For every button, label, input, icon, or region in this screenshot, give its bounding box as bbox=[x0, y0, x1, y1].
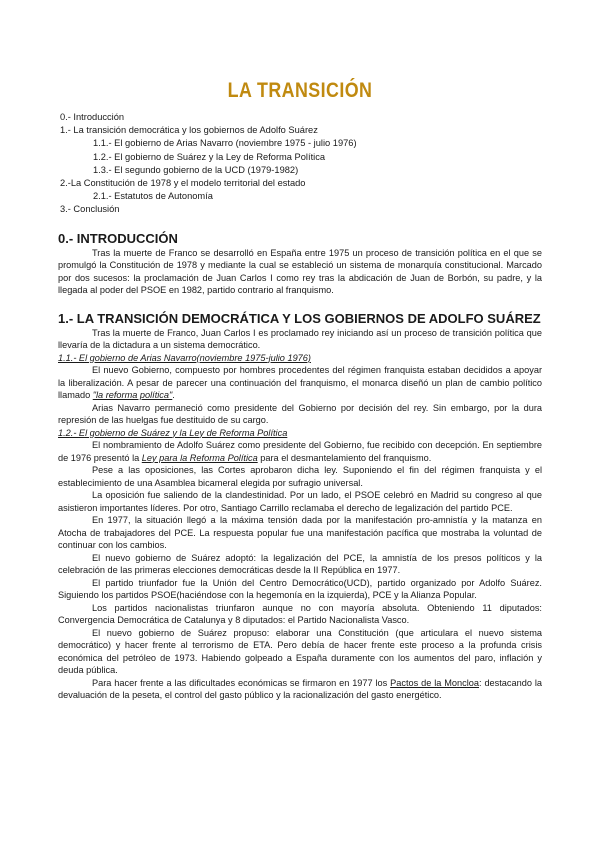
emphasis-link: Ley para la Reforma Política bbox=[141, 452, 258, 463]
section-heading-transition: 1.- LA TRANSICIÓN DEMOCRÁTICA Y LOS GOBIERNOS DE ADOLFO SUÁREZ bbox=[58, 310, 541, 326]
paragraph: El partido triunfador fue la Unión del Centro Democrático(UCD), partido organizado por Adolfo Suárez. Siguiendo los partidos PSOE(haciéndose con la hegemonía en la izquierda), PCE y la Alianza Popular. bbox=[58, 577, 542, 601]
text: Para hacer frente a las dificultades económicas se firmaron en 1977 los bbox=[92, 677, 391, 688]
text: : destacando la devaluación de la peseta, el control del gasto público y la racionalización del gasto energético. bbox=[58, 677, 542, 701]
subsection-heading: 1.2.- El gobierno de Suárez y la Ley de Reforma Política bbox=[58, 427, 288, 438]
toc-item: 0.- Introducción bbox=[60, 112, 125, 122]
text: . bbox=[172, 390, 175, 401]
paragraph: Tras la muerte de Franco se desarrolló en España entre 1975 un proceso de transición política en el que se promulgó la Constitución de 1978 y mediante la cual se estableció un sistema de monarquía constitucional. Marcado por dos sucesos: la proclamación de Juan Carlos I como rey tras la abdicación de Juan de Borbón, su padre, y la llegada al poder del PSOE en 1982, partido contrario al franquismo. bbox=[58, 247, 542, 296]
paragraph: El nuevo gobierno de Suárez adoptó: la legalización del PCE, la amnistía de los presos políticos y la celebración de las primeras elecciones democráticas desde la II República en 1977. bbox=[58, 552, 542, 576]
emphasis-link: "la reforma política" bbox=[92, 390, 173, 401]
toc-item: 1.- La transición democrática y los gobiernos de Adolfo Suárez bbox=[60, 125, 318, 136]
paragraph: Pese a las oposiciones, las Cortes aprobaron dicha ley. Suponiendo el fin del régimen franquista y el establecimiento de una Asamblea bicameral elegida por sufragio universal. bbox=[58, 465, 542, 488]
paragraph: Tras la muerte de Franco, Juan Carlos I es proclamado rey iniciando así un proceso de transición política que llevaría de la dictadura a un sistema democrático. bbox=[58, 327, 542, 351]
text: El nuevo Gobierno, compuesto por hombres procedentes del régimen franquista estaban decididos a apoyar la liberalización. A pesar de parecer una continuación del franquismo, el monarca diseñó un plan de cambio político llamado bbox=[58, 365, 542, 401]
paragraph: En 1977, la situación llegó a la máxima tensión dada por la manifestación pro-amnistía y la matanza en Atocha de trabajadores del PCE. La respuesta popular fue una manifestación pacífica que mostraba la voluntad de continuar con los cambios. bbox=[58, 515, 542, 551]
paragraph bbox=[58, 439, 542, 464]
text: El nombramiento de Adolfo Suárez como presidente del Gobierno, fue recibido con decepción. En septiembre de 1976 presentó la bbox=[58, 440, 542, 463]
paragraph: El nuevo gobierno de Suárez propuso: elaborar una Constitución (que articulara el nuevo sistema democrático) y hacer frente al terrorismo de ETA. Pero debía de hacer frente este proceso a la profunda crisis económica del petróleo de 1973. Habiendo golpeado a España duramente con los aumentos del paro, inflación y deuda pública. bbox=[58, 627, 542, 676]
toc-item: 1.3.- El segundo gobierno de la UCD (1979-1982) bbox=[93, 164, 299, 175]
paragraph: La oposición fue saliendo de la clandestinidad. Por un lado, el PSOE celebró en Madrid su congreso al que asistieron importantes líderes. Por otro, Santiago Carrillo reclamaba el derecho de legalización del partido PCE. bbox=[58, 490, 542, 513]
paragraph bbox=[58, 364, 542, 402]
toc-item: 2.-La Constitución de 1978 y el modelo territorial del estado bbox=[60, 178, 306, 189]
toc-item: 3.- Conclusión bbox=[60, 204, 120, 215]
toc-item: 2.1.- Estatutos de Autonomía bbox=[93, 191, 213, 202]
text: para el desmantelamiento del franquismo. bbox=[257, 452, 432, 463]
document-page bbox=[58, 0, 542, 702]
table-of-contents bbox=[58, 111, 542, 217]
toc-item: 1.2.- El gobierno de Suárez y la Ley de Reforma Política bbox=[93, 151, 326, 162]
paragraph: Arias Navarro permaneció como presidente del Gobierno por decisión del rey. Sin embargo, por la dura represión de las huelgas fue destituido de su cargo. bbox=[58, 402, 542, 426]
document-title: LA TRANSICIÓN bbox=[227, 79, 373, 102]
emphasis-link: Pactos de la Moncloa bbox=[390, 677, 479, 688]
section-heading-introduction: 0.- INTRODUCCIÓN bbox=[58, 230, 178, 246]
subsection-heading: 1.1.- El gobierno de Arias Navarro(noviembre 1975-julio 1976) bbox=[58, 352, 311, 363]
paragraph: Los partidos nacionalistas triunfaron aunque no con mayoría absoluta. Obteniendo 11 diputados: Convergencia Democrática de Catalunya y 8 diputados: el Partido Nacionalista Vasco. bbox=[58, 602, 542, 626]
toc-item: 1.1.- El gobierno de Arias Navarro (noviembre 1975 - julio 1976) bbox=[93, 138, 357, 149]
paragraph bbox=[58, 677, 542, 702]
